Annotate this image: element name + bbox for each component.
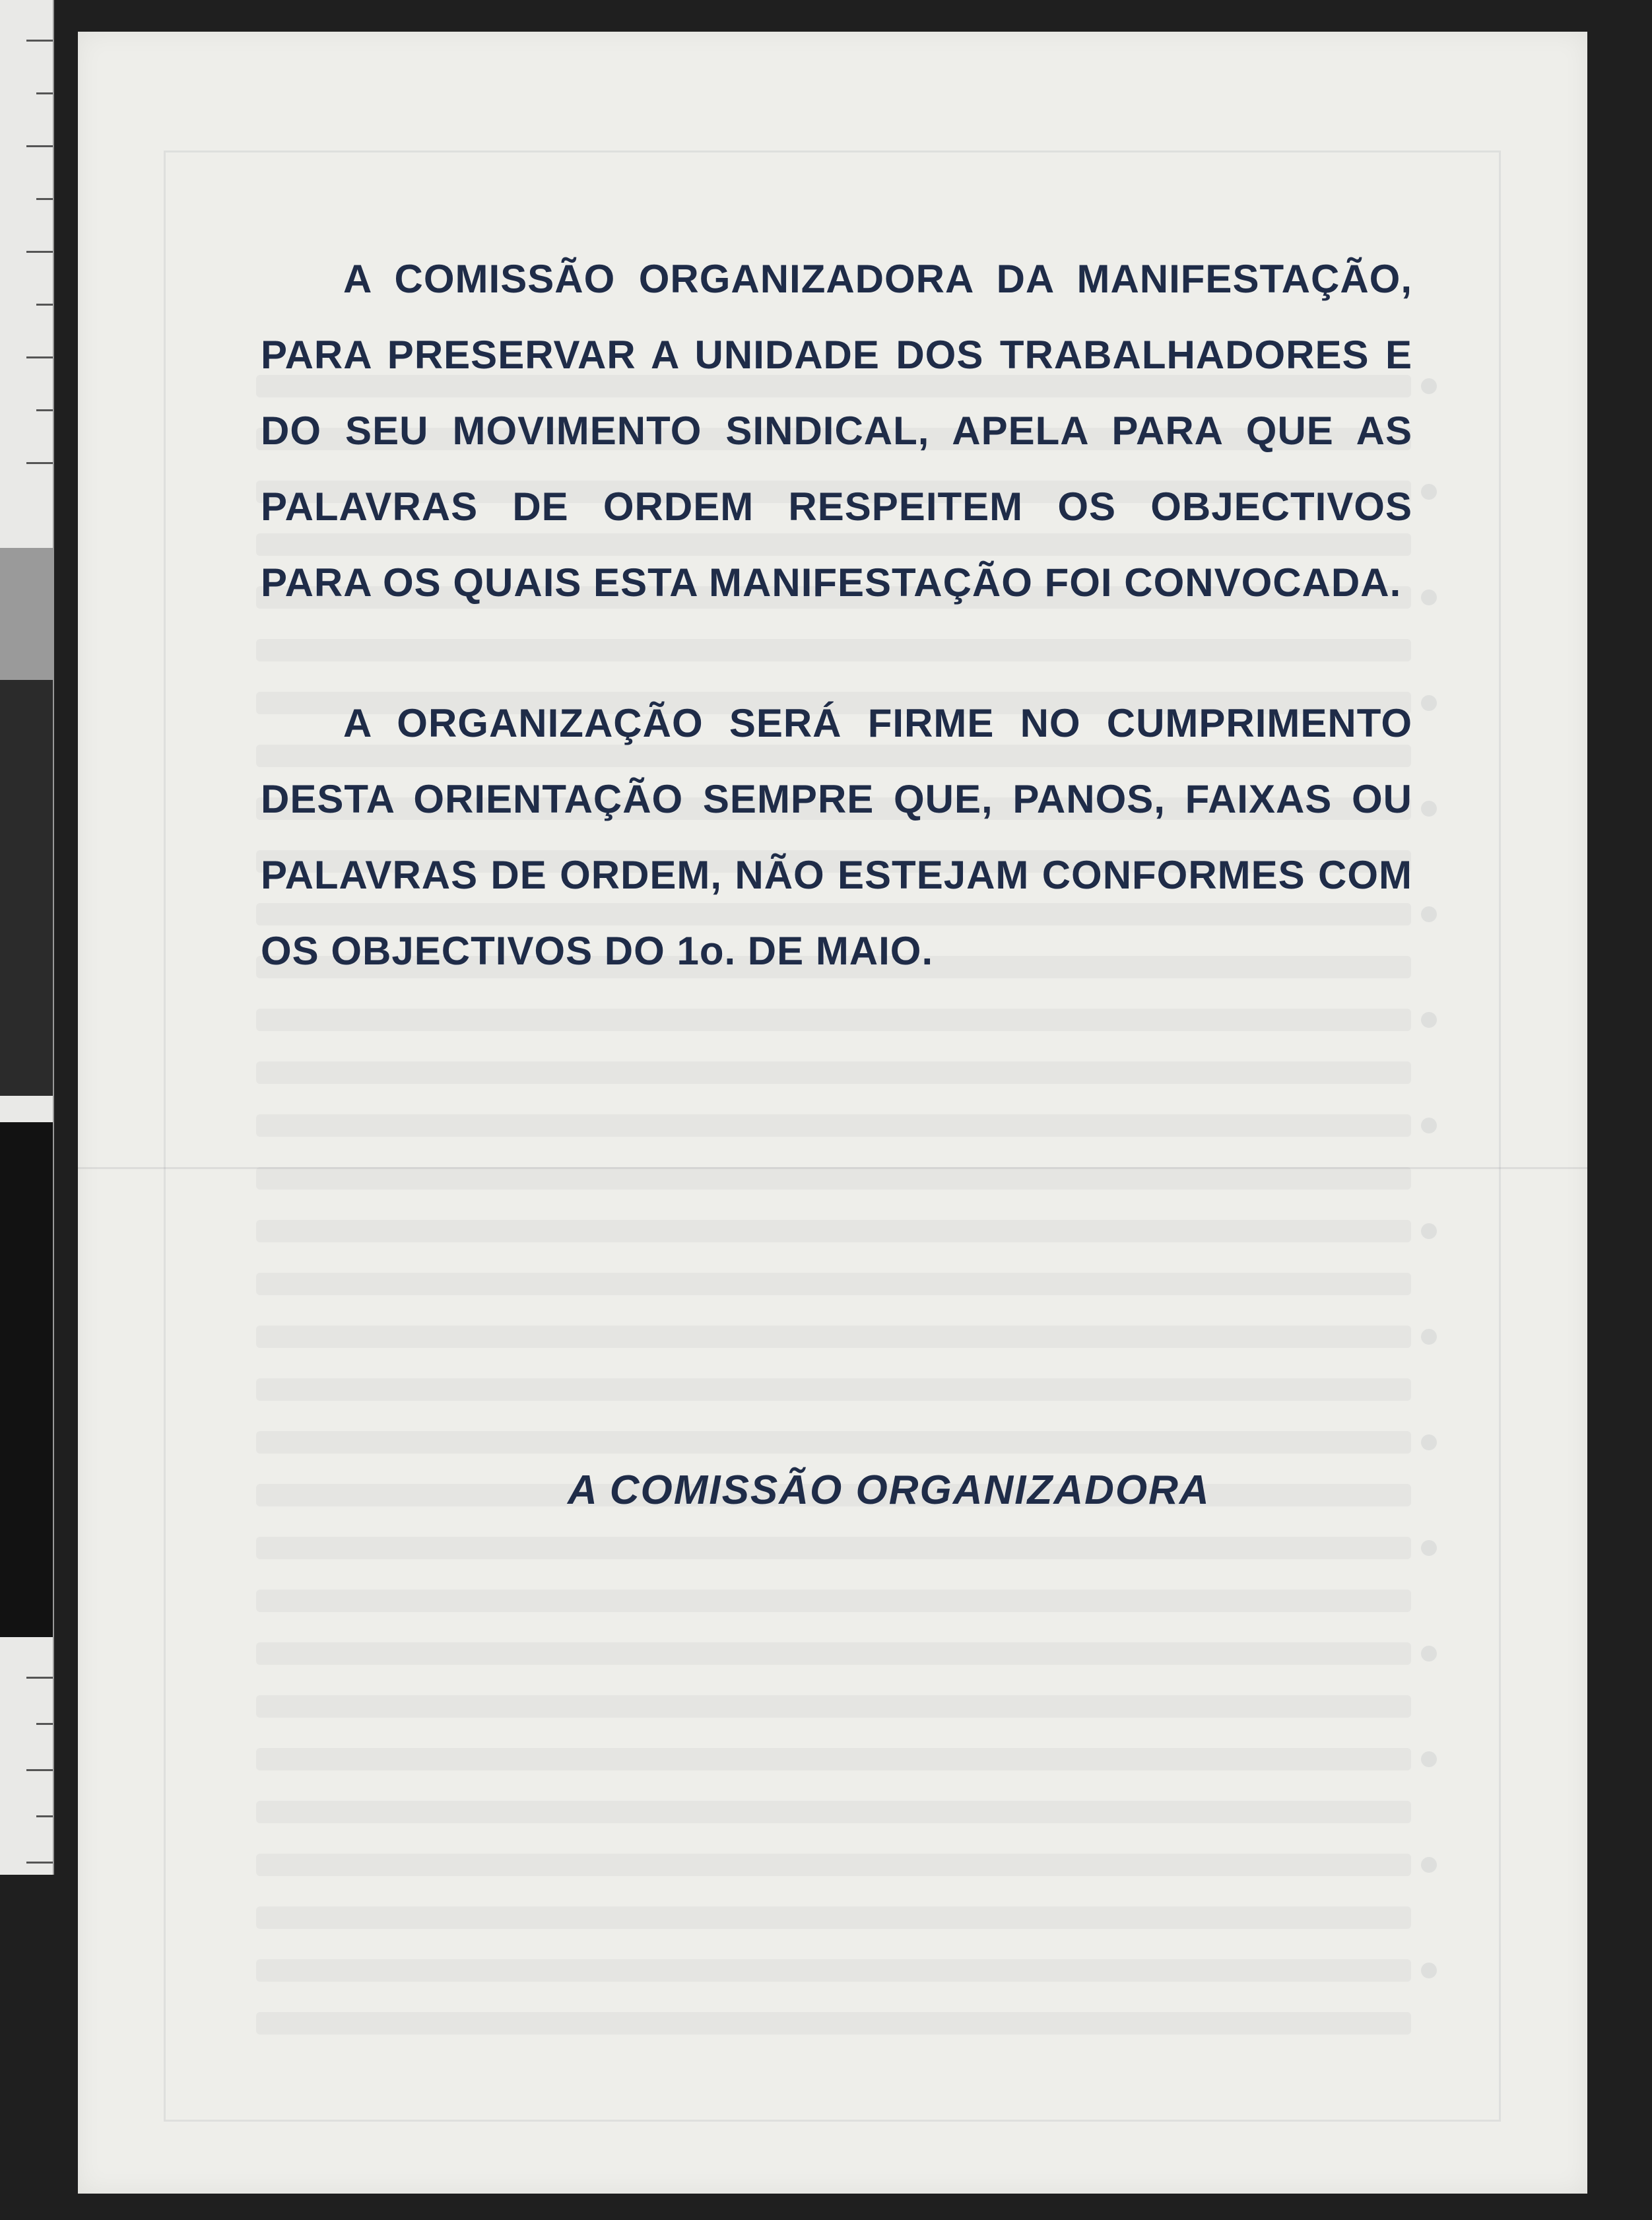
show-through-bullet xyxy=(1421,906,1437,922)
show-through-bullet xyxy=(1421,484,1437,500)
show-through-line xyxy=(256,1326,1411,1348)
show-through-line xyxy=(256,1748,1411,1770)
ruler-tick xyxy=(26,1769,53,1771)
leaflet-body xyxy=(261,241,1412,989)
show-through-bullet xyxy=(1421,1329,1437,1345)
ruler-tick xyxy=(26,251,53,253)
ruler-tick xyxy=(36,198,53,200)
ruler-black-band xyxy=(0,1122,53,1637)
show-through-line xyxy=(256,1431,1411,1454)
show-through-bullet xyxy=(1421,1857,1437,1873)
show-through-line xyxy=(256,1854,1411,1876)
show-through-bullet xyxy=(1421,1012,1437,1028)
ruler-dark-band xyxy=(0,680,53,1096)
show-through-line xyxy=(256,1695,1411,1718)
paragraph-appeal: A COMISSÃO ORGANIZADORA DA MANIFESTAÇÃO, PARA PRESERVAR A UNIDADE DOS TRABALHADORES E DO SEU MOVIMENTO SINDICAL, APELA PARA QUE AS PALAVRAS DE ORDEM RESPEITEM OS OBJECTIVOS PARA OS QUAIS ESTA MANIFESTAÇÃO FOI CONVOCADA. xyxy=(261,257,1412,605)
show-through-line xyxy=(256,1906,1411,1929)
ruler-tick xyxy=(36,1815,53,1817)
show-through-line xyxy=(256,1009,1411,1031)
show-through-line xyxy=(256,1061,1411,1084)
ruler-tick xyxy=(26,145,53,147)
show-through-line xyxy=(256,1273,1411,1295)
show-through-bullet xyxy=(1421,801,1437,817)
show-through-bullet xyxy=(1421,378,1437,394)
ruler-gray-band xyxy=(0,548,53,680)
show-through-line xyxy=(256,1590,1411,1612)
show-through-bullet xyxy=(1421,695,1437,711)
show-through-line xyxy=(256,1167,1411,1190)
ruler-tick xyxy=(26,40,53,42)
ruler-tick xyxy=(26,462,53,464)
show-through-line xyxy=(256,1114,1411,1137)
signature-commission: A COMISSÃO ORGANIZADORA xyxy=(568,1467,1210,1513)
show-through-bullet xyxy=(1421,1963,1437,1978)
show-through-bullet xyxy=(1421,1751,1437,1767)
ruler-tick xyxy=(26,356,53,358)
show-through-bullet xyxy=(1421,1223,1437,1239)
show-through-line xyxy=(256,1378,1411,1401)
scale-ruler xyxy=(0,0,54,1875)
show-through-line xyxy=(256,1537,1411,1559)
show-through-bullet xyxy=(1421,1118,1437,1133)
show-through-line xyxy=(256,1642,1411,1665)
show-through-line xyxy=(256,2012,1411,2035)
show-through-bullet xyxy=(1421,589,1437,605)
paragraph-orientation: A ORGANIZAÇÃO SERÁ FIRME NO CUMPRIMENTO DESTA ORIENTAÇÃO SEMPRE QUE, PANOS, FAIXAS OU PALAVRAS DE ORDEM, NÃO ESTEJAM CONFORMES COM OS OBJECTIVOS DO 1o. DE MAIO. xyxy=(261,701,1412,973)
ruler-tick xyxy=(36,409,53,411)
ruler-tick xyxy=(36,304,53,306)
ruler-tick xyxy=(26,1862,53,1864)
show-through-line xyxy=(256,1801,1411,1823)
show-through-bullet xyxy=(1421,1646,1437,1662)
ruler-tick xyxy=(36,92,53,94)
show-through-bullet xyxy=(1421,1434,1437,1450)
show-through-line xyxy=(256,1959,1411,1982)
show-through-line xyxy=(256,1220,1411,1242)
ruler-tick xyxy=(36,1723,53,1725)
show-through-bullet xyxy=(1421,1540,1437,1556)
ruler-tick xyxy=(26,1677,53,1679)
